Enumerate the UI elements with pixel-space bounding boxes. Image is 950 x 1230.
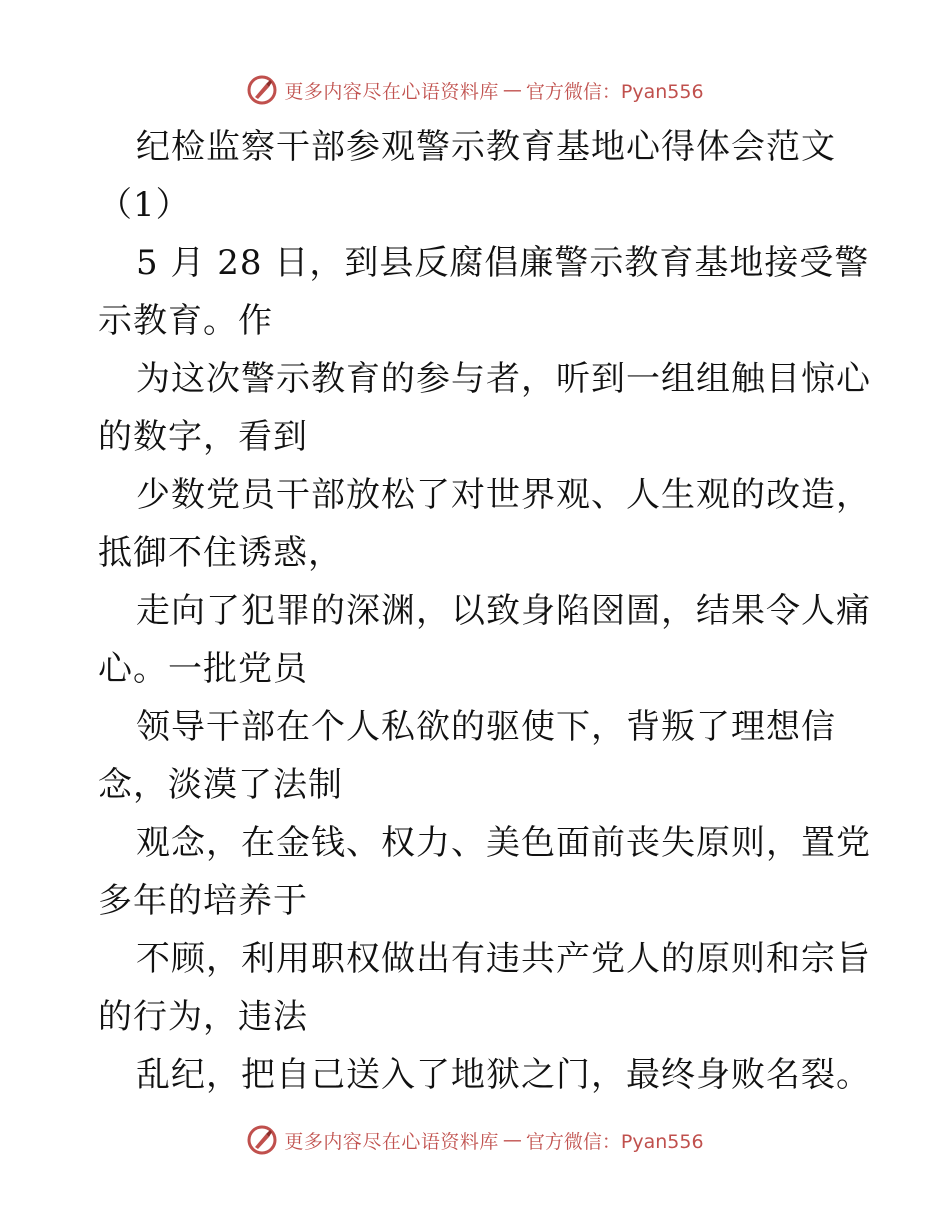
- text-line: 示教育。作: [98, 301, 273, 341]
- watermark-separator: —: [502, 79, 522, 101]
- text-line: （1）: [98, 185, 191, 225]
- text-line: 领导干部在个人私欲的驱使下，背叛了理想信: [136, 707, 836, 747]
- pen-logo-icon: [246, 1124, 278, 1156]
- watermark-text: 更多内容尽在心语资料库: [284, 1130, 499, 1153]
- text-line: 的行为，违法: [98, 997, 308, 1037]
- watermark-separator: —: [502, 1129, 522, 1151]
- text-line: 5 月 28 日，到县反腐倡廉警示教育基地接受警: [136, 243, 870, 283]
- text-line: 走向了犯罪的深渊，以致身陷囹圄，结果令人痛: [136, 591, 871, 631]
- text-line: 多年的培养于: [98, 881, 308, 921]
- watermark-text: 更多内容尽在心语资料库: [284, 80, 499, 103]
- footer-watermark: [0, 1120, 950, 1160]
- text-line: 心。一批党员: [98, 649, 308, 689]
- watermark-contact: 官方微信：Pyan556: [525, 1130, 704, 1153]
- text-line: 念，淡漠了法制: [98, 765, 343, 805]
- text-line: 乱纪，把自己送入了地狱之门，最终身败名裂。: [136, 1055, 871, 1095]
- document-title: 纪检监察干部参观警示教育基地心得体会范文: [136, 127, 836, 167]
- text-line: 观念，在金钱、权力、美色面前丧失原则，置党: [136, 823, 871, 863]
- pen-logo-icon: [246, 74, 278, 106]
- text-line: 为这次警示教育的参与者，听到一组组触目惊心: [136, 359, 871, 399]
- text-line: 少数党员干部放松了对世界观、人生观的改造，: [136, 475, 871, 515]
- document-body: [98, 118, 871, 1104]
- header-watermark: [0, 70, 950, 110]
- text-line: 不顾，利用职权做出有违共产党人的原则和宗旨: [136, 939, 871, 979]
- watermark-contact: 官方微信：Pyan556: [525, 80, 704, 103]
- text-line: 的数字，看到: [98, 417, 308, 457]
- text-line: 抵御不住诱惑，: [98, 533, 343, 573]
